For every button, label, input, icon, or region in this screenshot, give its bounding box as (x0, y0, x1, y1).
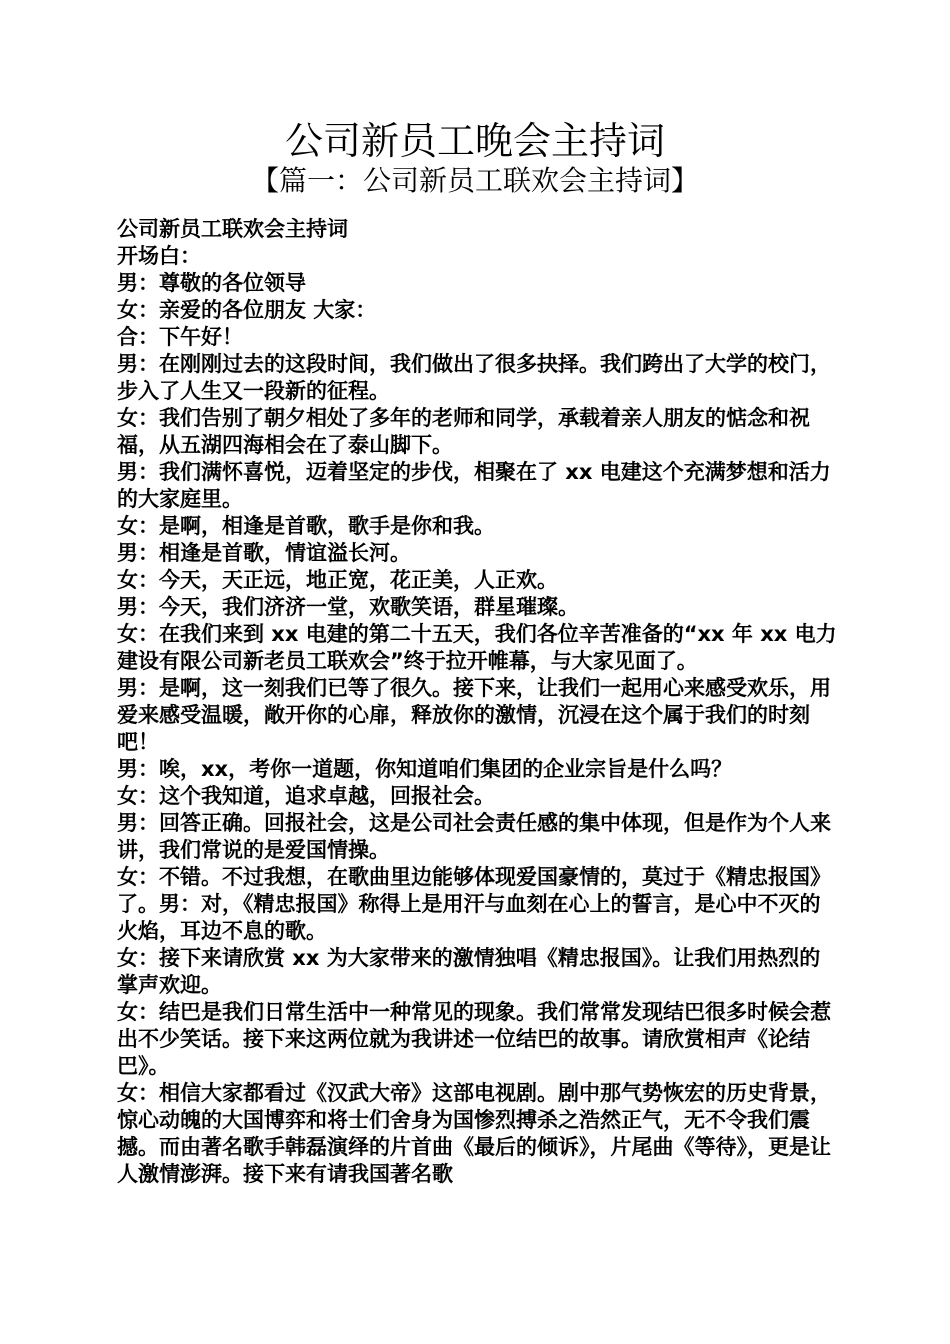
paragraph: 男：是啊，这一刻我们已等了很久。接下来，让我们一起用心来感受欢乐，用爱来感受温暖，敞开你的心扉，释放你的激情，沉浸在这个属于我们的时刻吧！ (117, 676, 831, 754)
paragraph: 女：这个我知道，追求卓越，回报社会。 (117, 784, 495, 808)
paragraph: 男：唉，xx，考你一道题，你知道咱们集团的企业宗旨是什么吗？ (117, 757, 733, 781)
paragraph: 女：今天，天正远，地正宽，花正美，人正欢。 (117, 568, 558, 592)
paragraph: 男：尊敬的各位领导 (117, 271, 306, 295)
document-title: 公司新员工晚会主持词 (284, 119, 665, 163)
document-subtitle: 【篇一：公司新员工联欢会主持词】 (250, 164, 699, 197)
paragraph: 开场白： (117, 244, 201, 268)
paragraph: 男：相逢是首歌，情谊溢长河。 (117, 541, 411, 565)
paragraph: 男：我们满怀喜悦，迈着坚定的步伐，相聚在了 xx 电建这个充满梦想和活力的大家庭里。 (117, 460, 831, 511)
paragraph: 男：今天，我们济济一堂，欢歌笑语，群星璀璨。 (117, 595, 579, 619)
paragraph: 男：在刚刚过去的这段时间，我们做出了很多抉择。我们跨出了大学的校门，步入了人生又一段新的征程。 (117, 352, 831, 403)
paragraph: 公司新员工联欢会主持词 (117, 217, 348, 241)
paragraph: 女：是啊，相逢是首歌，歌手是你和我。 (117, 514, 495, 538)
paragraph: 合：下午好！ (117, 325, 243, 349)
paragraph: 女：在我们来到 xx 电建的第二十五天，我们各位辛苦准备的“xx 年 xx 电力建设有限公司新老员工联欢会”终于拉开帷幕，与大家见面了。 (117, 622, 837, 673)
paragraph: 女：结巴是我们日常生活中一种常见的现象。我们常常发现结巴很多时候会惹出不少笑话。接下来这两位就为我讲述一位结巴的故事。请欣赏相声《论结巴》。 (117, 1000, 831, 1078)
paragraph: 女：不错。不过我想，在歌曲里边能够体现爱国豪情的，莫过于《精忠报国》了。男：对，《精忠报国》称得上是用汗与血刻在心上的誓言，是心中不灭的火焰，耳边不息的歌。 (117, 865, 831, 943)
paragraph: 女：亲爱的各位朋友 大家： (117, 298, 377, 322)
paragraph: 女：接下来请欣赏 xx 为大家带来的激情独唱《精忠报国》。让我们用热烈的掌声欢迎。 (117, 946, 821, 997)
paragraph: 女：我们告别了朝夕相处了多年的老师和同学，承载着亲人朋友的惦念和祝福，从五湖四海相会在了泰山脚下。 (117, 406, 810, 457)
document-body (117, 216, 837, 1188)
paragraph: 男：回答正确。回报社会，这是公司社会责任感的集中体现，但是作为个人来讲，我们常说的是爱国情操。 (117, 811, 831, 862)
paragraph: 女：相信大家都看过《汉武大帝》这部电视剧。剧中那气势恢宏的历史背景，惊心动魄的大国博弈和将士们舍身为国惨烈搏杀之浩然正气，无不令我们震撼。而由著名歌手韩磊演绎的片首曲《最后的倾诉》，片尾曲《等待》，更是让人激情澎湃。接下来有请我国著名歌 (117, 1081, 831, 1186)
